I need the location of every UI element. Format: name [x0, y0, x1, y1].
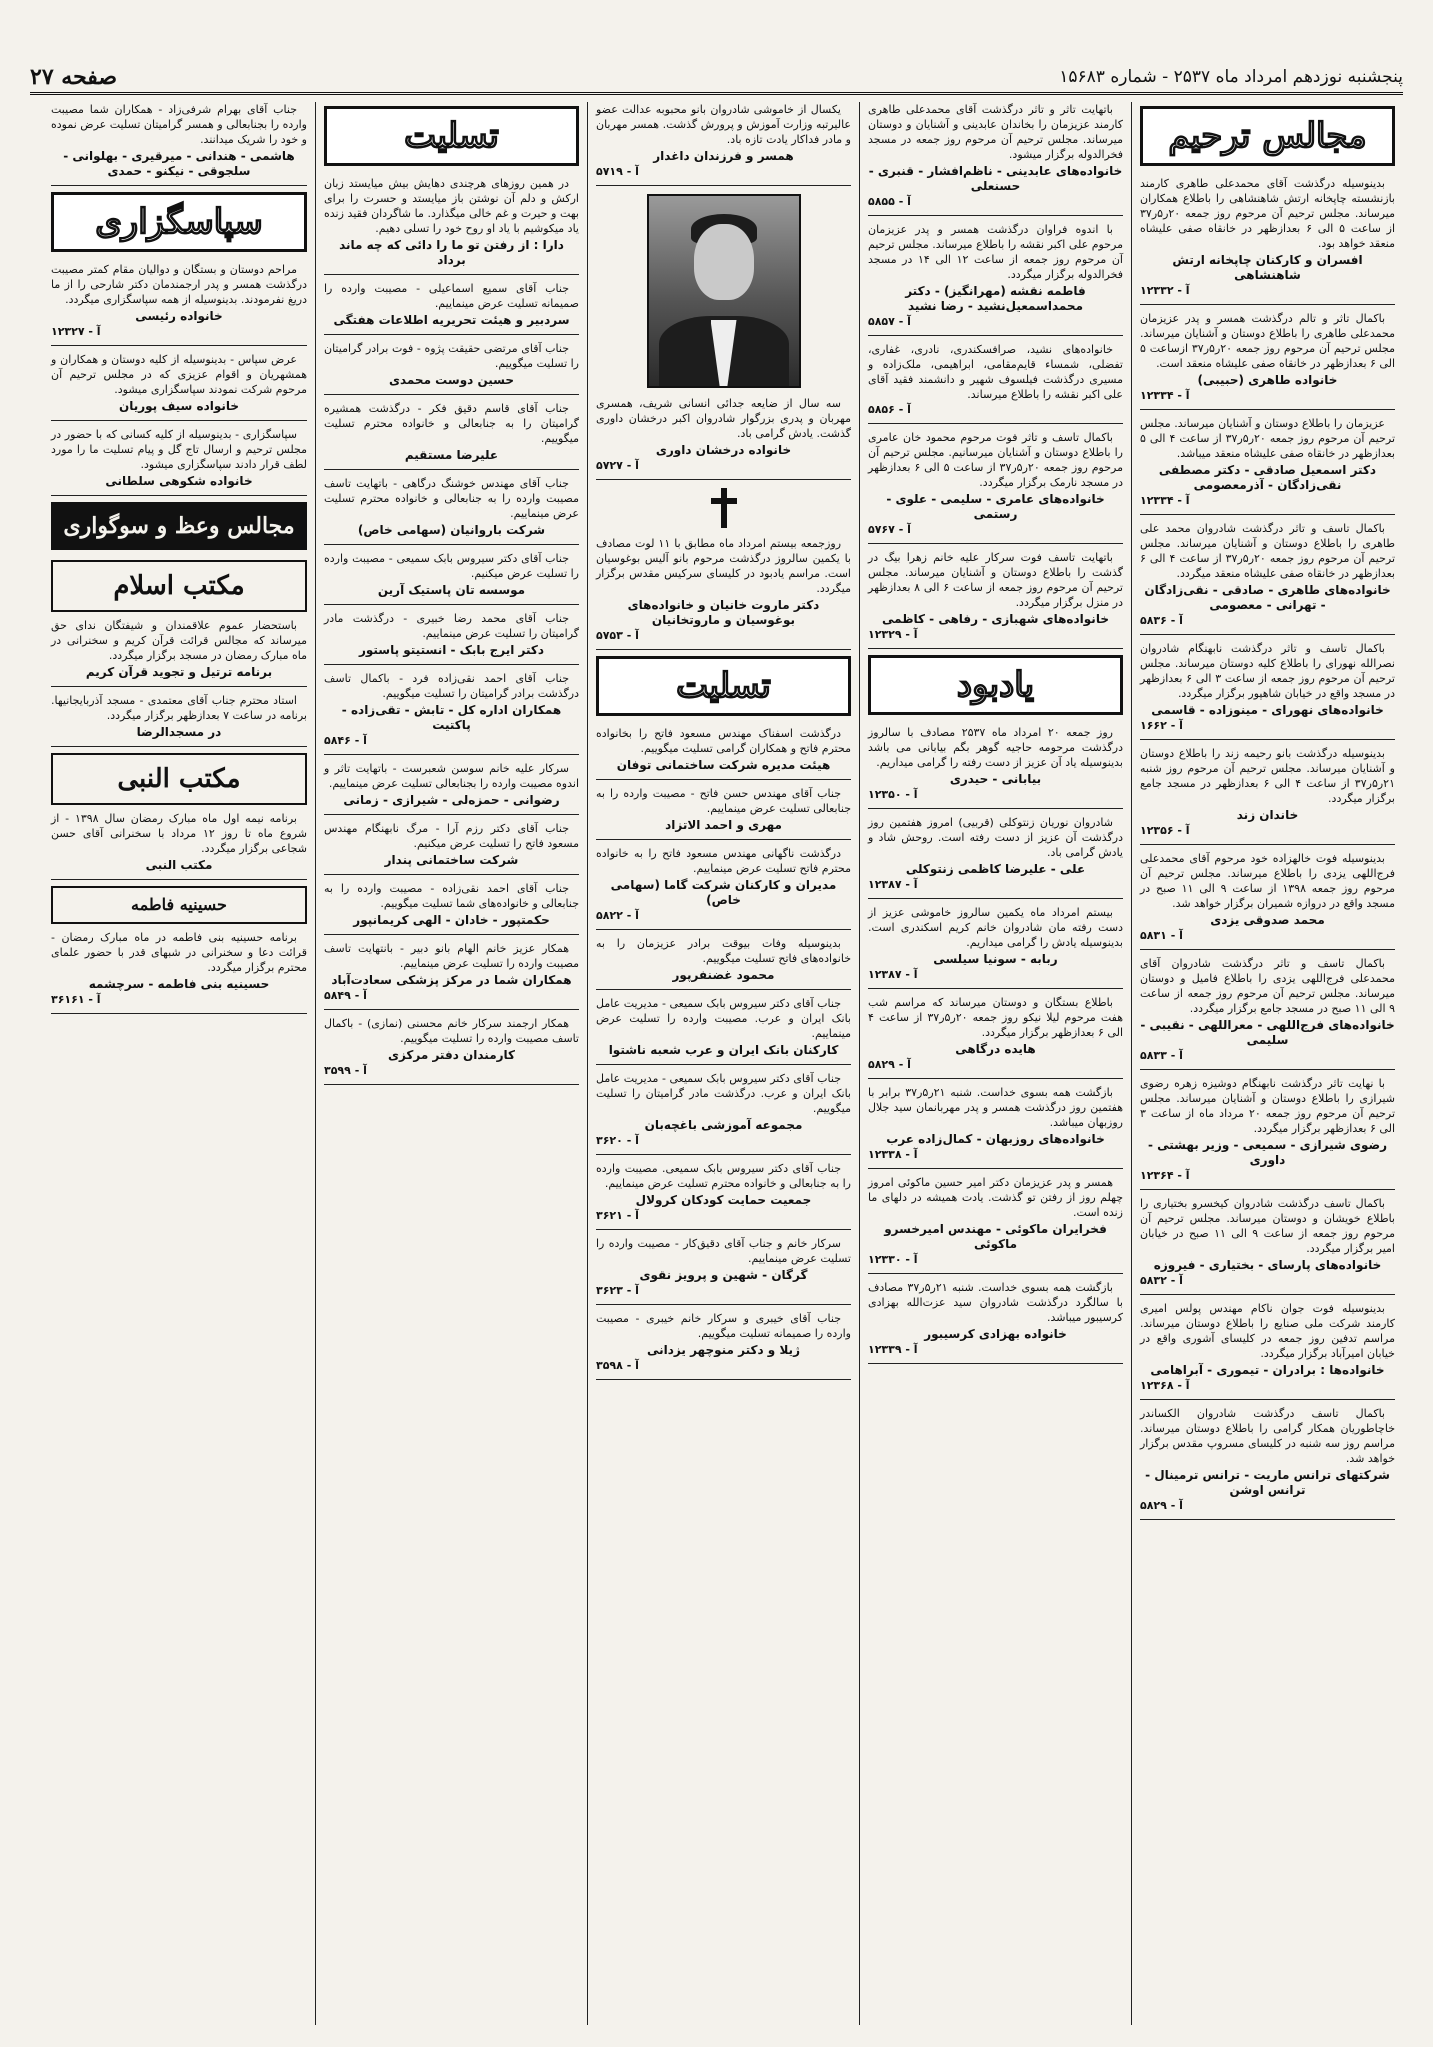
column-2: [859, 102, 1131, 2025]
notice-divider: [51, 495, 307, 496]
notice-divider: [324, 754, 579, 755]
notice-signature: کارمندان دفتر مرکزی: [387, 1048, 516, 1062]
notice-item: [868, 1175, 1123, 1274]
notice-code: آ - ۱۲۳۳۴: [1140, 494, 1190, 507]
notice-signature: حسین دوست محمدی: [388, 373, 515, 387]
notice-signature: محمد صدوقی یزدی: [1210, 913, 1325, 927]
notice-divider: [324, 274, 579, 275]
notice-divider: [51, 185, 307, 186]
notice-signature: خانواده‌های روزبهان - کمال‌زاده عرب: [886, 1132, 1105, 1146]
notice-signature: همکاران شما در مرکز پزشکی سعادت‌آباد: [331, 973, 572, 987]
notice-signature: خاندان زند: [1236, 808, 1299, 822]
notice-signature: خانواده شکوهی سلطانی: [105, 474, 253, 488]
notice-body: با نهایت تاثر درگذشت نابهنگام دوشیزه زهره رضوی شیرازی را باطلاع دوستان و آشنایان میرساند. مجلس ترحیم آن مرحوم روز جمعه ۲۰ مرداد ماه از ساعت ۳ الی ۶ بعدازظهر برگزار میگردد.: [1140, 1077, 1395, 1135]
notice-divider: [868, 1273, 1123, 1274]
notice-body: سرکار خانم و جناب آقای دقیق‌کار - مصیبت وارده را تسلیت عرض مینماییم.: [596, 1237, 851, 1265]
notice-body: همسر و پدر عزیزمان دکتر امیر حسین ماکوئی امروز چهلم روز از رفتن تو گذشت. یادت همیشه در دلهای ما زنده است.: [868, 1176, 1123, 1219]
notice-divider: [324, 469, 579, 470]
notice-item: [324, 551, 579, 605]
notice-signature: خانواده‌ها : برادران - تیموری - آبراهامی: [1150, 1363, 1385, 1377]
notice-item: [51, 262, 307, 346]
col3-notices-b: [596, 396, 851, 480]
notice-divider: [596, 989, 851, 990]
notice-code: آ - ۳۵۹۸: [596, 1359, 639, 1372]
notice-item: [868, 430, 1123, 544]
notice-item: [324, 821, 579, 875]
notice-body: در همین روزهای هرچندی دهایش بیش میایستد زبان ارکش و دلم آن نوشتن باز میایستد و حسرت را برای بهت و حیرت و غم خالی میگذارد. ما شاگردان فقید زنده یاد میکوشیم با یاد او روح خود را تسلی دهیم.: [324, 177, 579, 235]
notice-item: [596, 1236, 851, 1305]
notice-body: روز جمعه ۲۰ امرداد ماه ۲۵۳۷ مصادف با سالروز درگذشت مرحومه حاجیه گوهر بگم بیابانی می باشد بدینوسیله یاد آن عزیز از دست رفته را گرامی میداریم.: [868, 726, 1123, 769]
date-line: پنجشنبه نوزدهم امرداد ماه ۲۵۳۷ - شماره ۱۵۶۸۳: [1059, 67, 1403, 87]
maktab-nabi-title: مکتب النبی: [51, 753, 307, 805]
notice-item: [51, 693, 307, 747]
notice-body: باستحضار عموم علاقمندان و شیفتگان ندای حق میرساند که مجالس قرائت قرآن کریم و سخنرانی در ماه مبارک رمضان در مسجد برگزار میگردد.: [51, 619, 307, 662]
notice-code: آ - ۳۶۲۰: [596, 1134, 639, 1147]
column-3: [587, 102, 859, 2025]
notice-signature: خانواده سیف پوریان: [118, 399, 240, 413]
notice-body: برنامه نیمه اول ماه مبارک رمضان سال ۱۳۹۸ - از شروع ماه تا روز ۱۲ مرداد با سخنرانی آقای حسن شجاعی برگزار میگردد.: [51, 812, 307, 855]
banner-majales-tarhim: مجالس ترحیم: [1140, 106, 1395, 166]
notice-body: جناب آقای احمد نقی‌زاده فرد - باکمال تاسف درگذشت برادر گرامیتان را تسلیت میگوییم.: [324, 672, 579, 700]
notice-divider: [51, 686, 307, 687]
notice-signature: دارا : از رفتن تو ما را دائی که چه ماند برداد: [339, 238, 564, 267]
notice-body: جناب آقای قاسم دقیق فکر - درگذشت همشیره گرامیتان را به جنابعالی و خانواده محترم تسلیت میگوییم.: [324, 402, 579, 445]
notice-item: [324, 176, 579, 275]
notice-signature: در مسجدالرضا: [136, 725, 222, 739]
notice-divider: [596, 649, 851, 650]
column-4: [315, 102, 587, 2025]
banner-yadbud: یادبود: [868, 655, 1123, 715]
notice-divider: [1140, 739, 1395, 740]
notice-body: باطلاع بستگان و دوستان میرساند که مراسم شب هفت مرحوم لیلا نیکو روز جمعه ۲۰ر۵ر۳۷ از ساعت ۴ الی ۶ بعدازظهر برگزار میگردد.: [868, 996, 1123, 1039]
notice-body: جناب آقای مهندس خوشنگ درگاهی - باتهایت تاسف مصیبت وارده را به جنابعالی و خانواده محترم تسلیت عرض مینماییم.: [324, 477, 579, 520]
notice-code: آ - ۳۵۹۹: [324, 1064, 367, 1077]
notice-item: [868, 725, 1123, 809]
notice-divider: [51, 1013, 307, 1014]
notice-item: [324, 476, 579, 545]
notice-body: عزیزمان را باطلاع دوستان و آشنایان میرساند. مجلس ترحیم آن مرحوم روز جمعه ۲۰ر۵ر۳۷ از ساعت ۴ الی ۵ بعدازظهر در خانقاه صفی علیشاه منعقد میباشد.: [1140, 417, 1395, 460]
notice-divider: [596, 1154, 851, 1155]
banner-taslit-2: تسلیت: [596, 656, 851, 716]
notice-code: آ - ۵۸۲۹: [1140, 1499, 1183, 1512]
notice-body: جناب آقای احمد نقی‌زاده - مصیبت وارده را به جنابعالی و خانواده‌های شما تسلیت میگوییم.: [324, 882, 579, 910]
page-number: صفحه ۲۷: [30, 64, 118, 90]
notice-body: جناب آقای دکتر سیروس بابک سمیعی - مصیبت وارده را تسلیت عرض میکنیم.: [324, 552, 579, 580]
notice-divider: [1140, 514, 1395, 515]
notice-code: آ - ۵۸۲۲: [596, 909, 639, 922]
notice-signature: شرکتهای ترانس ماریت - ترانس ترمینال - ترانس اوشن: [1145, 1468, 1390, 1497]
notice-item: [324, 671, 579, 755]
columns: [30, 102, 1403, 2025]
notice-signature: دکتر ماروت خانیان و خانواده‌های بوغوسیان و ماروتخانیان: [627, 598, 820, 627]
notice-item: [51, 618, 307, 687]
notice-item: [1140, 1301, 1395, 1400]
notice-divider: [868, 898, 1123, 899]
notice-item: [596, 936, 851, 990]
notice-item: [324, 401, 579, 470]
notice-divider: [868, 215, 1123, 216]
notice-code: آ - ۵۸۴۹: [324, 989, 367, 1002]
col4-notices: [324, 176, 579, 1085]
notice-signature: شرکت باروانیان (سهامی خاص): [357, 523, 546, 537]
notice-item: [1140, 641, 1395, 740]
notice-signature: گرگان - شهین و پرویز نقوی: [639, 1268, 808, 1282]
column-5: [43, 102, 315, 2025]
notice-item: [596, 1311, 851, 1380]
notice-divider: [596, 929, 851, 930]
notice-body: جناب آقای مرتضی حقیقت پژوه - فوت برادر گرامیتان را تسلیت میگوییم.: [324, 342, 579, 370]
notice-item: [868, 342, 1123, 424]
notice-divider: [1140, 844, 1395, 845]
notice-body: جناب آقای بهرام شرفی‌زاد - همکاران شما مصیبت وارده را بجنابعالی و همسر گرامیتان تسلیت عرض نموده و خود را شریک میدانند.: [51, 103, 307, 146]
notice-body: بدینوسیله فوت جوان ناکام مهندس پولس امیری کارمند شرکت ملی صنایع را باطلاع دوستان میرساند. مراسم تدفین روز جمعه در کلیسای آشوری واقع در خیابان امیرآباد برگزار میگردد.: [1140, 1302, 1395, 1360]
notice-body: خانواده‌های نشید، صرافسکندری، نادری، غفاری، تفضلی، شمساء قایم‌مقامی، ابراهیمی، ملک‌زاده و مسیری درگذشت فیلسوف شهیر و دانشمند فقید آقای علی اکبر نقشه را باطلاع میرساند.: [868, 343, 1123, 401]
column-1: [1131, 102, 1403, 2025]
notice-divider: [596, 1229, 851, 1230]
notice-body: جناب آقای خیبری و سرکار خانم خیبری - مصیبت وارده را صمیمانه تسلیت میگوییم.: [596, 1312, 851, 1340]
notice-code: آ - ۱۲۳۳۴: [1140, 389, 1190, 402]
notice-divider: [1140, 1069, 1395, 1070]
notice-item: [51, 427, 307, 496]
notice-code: آ - ۵۸۵۶: [868, 403, 911, 416]
notice-divider: [324, 934, 579, 935]
notice-divider: [868, 1078, 1123, 1079]
notice-code: آ - ۵۸۳۳: [1140, 1049, 1183, 1062]
notice-item: [324, 1016, 579, 1085]
col5-notices-d: [51, 811, 307, 880]
notice-signature: مدیران و کارکنان شرکت گاما (سهامی خاص): [610, 878, 837, 907]
notice-item: [868, 1280, 1123, 1364]
notice-code: آ - ۱۶۶۲: [1140, 719, 1183, 732]
notice-signature: مهری و احمد الاتزاد: [665, 818, 782, 832]
notice-item: [1140, 1196, 1395, 1295]
notice-code: آ - ۵۸۵۵: [868, 195, 911, 208]
notice-body: بدینوسیله درگذشت آقای محمدعلی طاهری کارمند بازنشسته چاپخانه ارتش شاهنشاهی را باطلاع همکاران میرساند. مجلس ترحیم آن مرحوم روز جمعه ۲۰ر۵ر۳۷ از ساعت ۵ الی ۶ بعدازظهر در خانقاه صفی علیشاه منعقد خواهد بود.: [1140, 177, 1396, 250]
notice-code: آ - ۱۲۳۶۴: [1140, 1169, 1190, 1182]
notice-code: آ - ۱۲۳۳۲: [1140, 284, 1190, 297]
notice-signature: علیرضا مستقیم: [404, 448, 499, 462]
notice-item: [596, 786, 851, 840]
notice-divider: [324, 394, 579, 395]
notice-signature: بیابانی - حیدری: [949, 772, 1042, 786]
notice-divider: [596, 1379, 851, 1380]
notice-divider: [596, 185, 851, 186]
notice-divider: [324, 874, 579, 875]
notice-item: [324, 281, 579, 335]
notice-signature: همسر و فرزندان داغدار: [653, 149, 794, 163]
banner-sepasgozari: سپاسگزاری: [51, 192, 307, 252]
notice-divider: [596, 839, 851, 840]
notice-item: [868, 222, 1123, 336]
notice-divider: [1140, 409, 1395, 410]
notice-body: شادروان نوریان زنتوکلی (قربیی) امروز هفتمین روز درگذشت آن عزیز از دست رفته است. روحش شاد و یادش گرامی باد.: [868, 816, 1123, 859]
notice-item: [51, 352, 307, 421]
notice-code: آ - ۱۲۳۸۷: [868, 968, 918, 981]
notice-signature: مکتب النبی: [145, 858, 213, 872]
col2-notices-a: [868, 102, 1123, 649]
banner-vaz-sogvari: مجالس وعظ و سوگواری: [51, 502, 307, 550]
notice-signature: ربابه - سونیا سیلسی: [933, 952, 1058, 966]
notice-divider: [596, 1304, 851, 1305]
notice-signature: حسینیه بنی فاطمه - سرچشمه: [88, 977, 270, 991]
notice-divider: [1140, 1189, 1395, 1190]
notice-body: باکمال تاسف درگذشت شادروان کیخسرو بختیاری را باطلاع خویشان و دوستان میرساند. مجلس ترحیم آن مرحوم روز جمعه از ساعت ۹ الی ۱۱ صبح در خیابان امیر برگزار میگردد.: [1140, 1197, 1395, 1255]
notice-signature: هایده درگاهی: [955, 1042, 1036, 1056]
notice-signature: مجموعه آموزشی باغچه‌بان: [644, 1118, 803, 1132]
notice-signature: ژیلا و دکتر منوچهر یزدانی: [647, 1343, 800, 1357]
notice-code: آ - ۱۲۳۳۰: [868, 1253, 918, 1266]
notice-item: [1140, 851, 1395, 950]
notice-signature: خانواده رئیسی: [135, 309, 223, 323]
notice-signature: خانواده‌های عابدینی - ناظم‌افشار - قنبری - حسنعلی: [868, 164, 1123, 193]
notice-body: جناب آقای سمیع اسماعیلی - مصیبت وارده را صمیمانه تسلیت عرض مینماییم.: [324, 282, 579, 310]
notice-body: باتهایت تاسف فوت سرکار علیه خانم زهرا بیگ در گذشت را باطلاع دوستان و آشنایان میرساند. مجلس ترحیم آن مرحوم روز جمعه از ساعت ۶ الی ۸ بعدازظهر در منزل برگزار میگردد.: [868, 551, 1123, 609]
notice-divider: [324, 814, 579, 815]
notice-signature: برنامه ترتیل و تجوید قرآن کریم: [85, 665, 273, 679]
notice-body: درگذشت ناگهانی مهندس مسعود فاتح را به خانواده محترم فاتح تسلیت عرض مینماییم.: [596, 847, 851, 875]
notice-body: بازگشت همه بسوی خداست. شنبه ۲۱ر۵ر۳۷ مصادف با سالگرد درگذشت شادروان سید عزت‌الله بهزادی کرسیبور میباشد.: [868, 1281, 1123, 1324]
notice-item: [868, 1085, 1123, 1169]
notice-body: جناب آقای دکتر سیروس بابک سمیعی - مدیریت عامل بانک ایران و عرب. مصیبت وارده را تسلیت عرض مینماییم.: [596, 997, 851, 1040]
notice-signature: هیئت مدیره شرکت ساختمانی توفان: [616, 758, 831, 772]
notice-item: [868, 905, 1123, 989]
notice-divider: [51, 879, 307, 880]
notice-divider: [1140, 1294, 1395, 1295]
notice-code: آ - ۱۲۳۵۰: [868, 788, 918, 801]
notice-item: [324, 611, 579, 665]
notice-signature: خانواده طاهری (حبیبی): [1197, 373, 1338, 387]
notice-divider: [596, 1064, 851, 1065]
notice-body: برنامه حسینیه بنی فاطمه در ماه مبارک رمضان - قرائت دعا و سخنرانی در شبهای قدر با حضور علمای محترم برگزار میگردد.: [51, 931, 307, 974]
banner-taslit-1: تسلیت: [324, 106, 579, 166]
notice-divider: [324, 1084, 579, 1085]
notice-body: همکار ارجمند سرکار خانم محسنی (نمازی) - باکمال تاسف مصیبت وارده را تسلیت میگوییم.: [324, 1017, 579, 1045]
notice-code: آ - ۵۸۳۱: [1140, 929, 1183, 942]
notice-body: عرض سپاس - بدینوسیله از کلیه دوستان و همکاران و همشهریان و اقوام عزیزی که در مجلس ترحیم آن مرحوم شرکت نمودند سپاسگزاری میشود.: [51, 353, 307, 396]
notice-code: آ - ۵۷۲۷: [596, 459, 639, 472]
notice-divider: [596, 779, 851, 780]
notice-divider: [324, 1009, 579, 1010]
notice-code: آ - ۱۲۳۸۷: [868, 878, 918, 891]
notice-item: [324, 341, 579, 395]
notice-divider: [868, 988, 1123, 989]
col3-notices-c: [596, 536, 851, 650]
notice-divider: [868, 543, 1123, 544]
maktab-eslam-title: مکتب اسلام: [51, 560, 307, 612]
notice-item: [51, 811, 307, 880]
notice-signature: فاطمه نقشه (مهرانگیز) - دکتر محمداسمعیل‌نشید - رضا نشید: [905, 284, 1086, 313]
notice-signature: فخرایران ماکوئی - مهندس امیرخسرو ماکوئی: [884, 1222, 1107, 1251]
notice-item: [1140, 746, 1395, 845]
notice-body: جناب آقای دکتر رزم آرا - مرگ نابهنگام مهندس مسعود فاتح را تسلیت عرض میکنیم.: [324, 822, 579, 850]
notice-signature: خانواده‌های طاهری - صادقی - نقی‌زادگان - تهرانی - معصومی: [1144, 583, 1391, 612]
notice-divider: [1140, 304, 1395, 305]
notice-signature: سردبیر و هیئت تحریریه اطلاعات هفتگی: [333, 313, 570, 327]
notice-item: [868, 102, 1123, 216]
notice-signature: خانواده‌های عامری - سلیمی - علوی - رستمی: [886, 492, 1105, 521]
notice-body: همکار عزیز خانم الهام بانو دبیر - بانتهایت تاسف مصیبت وارده را تسلیت عرض مینماییم.: [324, 942, 579, 970]
notice-body: جناب آقای محمد رضا خبیری - درگذشت مادر گرامیتان را تسلیت عرض مینماییم.: [324, 612, 579, 640]
notice-code: آ - ۵۸۳۶: [1140, 614, 1183, 627]
notice-code: آ - ۳۶۲۱: [596, 1209, 639, 1222]
col5-notices-b: [51, 262, 307, 496]
notice-item: [1140, 956, 1395, 1070]
notice-item: [324, 881, 579, 935]
notice-code: آ - ۳۶۱۶۱: [51, 993, 101, 1006]
notice-body: بدینوسیله فوت خالهزاده خود مرحوم آقای محمدعلی فرج‌اللهی یزدی را باطلاع میرساند. مجلس ترحیم آن مرحوم روز جمعه ۱۳۹۸ از ساعت ۹ الی ۱۱ صبح در مسجد واقع در دروازه شمیران برگزار خواهد شد.: [1140, 852, 1395, 910]
notice-divider: [868, 648, 1123, 649]
notice-item: [596, 536, 851, 650]
notice-body: باکمال تاسف درگذشت شادروان الکساندر خاچاطوریان همکار گرامی را باطلاع دوستان میرساند. مراسم روز سه شنبه در کلیسای مسروپ مقدس برگزار خواهد شد.: [1140, 1407, 1395, 1465]
notice-signature: جمعیت حمایت کودکان کرولال: [635, 1193, 812, 1207]
notice-body: باکمال تاسف و تاثر درگذشت شادروان آقای محمدعلی فرج‌اللهی یزدی را باطلاع فامیل و دوستان میرساند. مجلس ترحیم آن مرحوم روز جمعه از ساعت ۹ الی ۱۱ صبح در مسجد جامع برگزار میگردد.: [1140, 957, 1395, 1015]
notice-divider: [1140, 949, 1395, 950]
notice-signature: کارکنان بانک ایران و عرب شعبه ناشتوا: [608, 1043, 839, 1057]
notice-body: باکمال تاسف و تاثر درگذشت نابهنگام شادروان نصرالله نهورای را باطلاع کلیه دوستان میرساند. مجلس ترحیم آن مرحوم روز جمعه از ساعت ۳ الی ۶ بعدازظهر در مسجد واقع در خیابان شاهپور برگزار میگردد.: [1140, 642, 1395, 700]
notice-item: [596, 102, 851, 186]
col2-notices-b: [868, 725, 1123, 1364]
notice-divider: [51, 420, 307, 421]
notice-signature: افسران و کارکنان چاپخانه ارتش شاهنشاهی: [1172, 253, 1363, 282]
notice-item: [596, 1071, 851, 1155]
notice-divider: [868, 423, 1123, 424]
notice-item: [1140, 521, 1395, 635]
notice-code: آ - ۵۸۴۶: [324, 734, 367, 747]
notice-code: آ - ۵۷۱۹: [596, 165, 639, 178]
notice-divider: [1140, 634, 1395, 635]
notice-signature: رضوی شیرازی - سمیعی - وزیر بهشتی - داوری: [1147, 1138, 1388, 1167]
notice-item: [868, 995, 1123, 1079]
page-header: [30, 62, 1403, 95]
notice-item: [1140, 176, 1395, 305]
hosseinieh-title: حسینیه فاطمه: [51, 886, 307, 924]
notice-body: با اندوه فراوان درگذشت همسر و پدر عزیزمان مرحوم علی اکبر نقشه را باطلاع میرساند. مجلس ترحیم آن مرحوم روز جمعه از ساعت ۱۲ الی ۱۴ در مسجد فخرالدوله برگزار میگردد.: [868, 223, 1123, 281]
notice-divider: [1140, 1519, 1395, 1520]
notice-item: [868, 550, 1123, 649]
notice-item: [1140, 1076, 1395, 1190]
notice-code: آ - ۳۶۲۳: [596, 1284, 639, 1297]
notice-divider: [868, 1168, 1123, 1169]
notice-item: [596, 996, 851, 1065]
notice-divider: [51, 345, 307, 346]
notice-body: یکسال از خاموشی شادروان بانو محبوبه عدالت عضو عالیرتبه وزارت آموزش و پرورش گذشت. همسر مهربان و مادر فداکار یادت تازه باد.: [596, 103, 851, 146]
notice-signature: هاشمی - هندانی - میرقیری - بهلوانی - سلجوقی - نیکنو - حمدی: [63, 149, 295, 178]
notice-body: مراحم دوستان و بستگان و دوالیان مقام کمتر مصیبت درگذشت همسر و پدر ارجمندمان دکتر شارحی را از ما دریغ نفرمودند. بدینوسیله از همه سپاسگزاری میگردد.: [51, 263, 307, 306]
notice-divider: [868, 1363, 1123, 1364]
notice-item: [1140, 416, 1395, 515]
notice-signature: رضوانی - حمزه‌لی - شیرازی - زمانی: [343, 793, 560, 807]
notice-signature: دکتر ایرج بابک - انستیتو پاستور: [358, 643, 545, 657]
notice-divider: [324, 544, 579, 545]
notice-code: آ - ۵۸۵۷: [868, 315, 911, 328]
portrait-photo: [647, 194, 801, 388]
notice-body: استاد محترم جناب آقای معتمدی - مسجد آذربایجانیها. برنامه در ساعت ۷ بعدازظهر برگزار میگردد.: [51, 694, 307, 722]
notice-item: [51, 102, 307, 186]
notice-divider: [868, 335, 1123, 336]
notice-item: [596, 1161, 851, 1230]
notice-body: بدینوسیله وفات بیوقت برادر عزیزمان را به خانواده‌های فاتح تسلیت میگوییم.: [596, 937, 851, 965]
notice-signature: خانواده‌های پارسای - بختیاری - فیروزه: [1153, 1258, 1382, 1272]
notice-item: [868, 815, 1123, 899]
notice-divider: [324, 664, 579, 665]
notice-signature: محمود غضنفرپور: [672, 968, 775, 982]
notice-code: آ - ۱۲۳۶۸: [1140, 1379, 1190, 1392]
notice-body: بدینوسیله درگذشت بانو رحیمه زند را باطلاع دوستان و آشنایان میرساند. مجلس ترحیم آن مرحوم روز شنبه ۲۱ر۵ر۳۷ از ساعت ۴ الی ۶ بعدازظهر در مسجد جامع برگزار میگردد.: [1140, 747, 1395, 805]
col3-notices-d: [596, 726, 851, 1380]
col5-notices-a: [51, 102, 307, 186]
notice-body: سه سال از ضایعه جدائی انسانی شریف، همسری مهربان و پدری بزرگوار شادروان اکبر درخشان داوری گذشت. یادش گرامی باد.: [596, 397, 851, 440]
notice-body: بیستم امرداد ماه یکمین سالروز خاموشی عزیز از دست رفته مان شادروان خانم کریم اسکندری است. بدینوسیله یادش را گرامی میداریم.: [868, 906, 1123, 949]
notice-body: روزجمعه بیستم امرداد ماه مطابق با ۱۱ لوت مصادف با یکمین سالروز درگذشت مرحوم بانو آلیس بوغوسیان است. مراسم یادبود در کلیسای سرکیس مقدس برگزار میگردد.: [596, 537, 851, 595]
notice-code: آ - ۵۷۶۷: [868, 523, 911, 536]
notice-code: آ - ۵۷۵۳: [596, 629, 639, 642]
notice-signature: خانواده‌های شهبازی - رفاهی - کاظمی: [882, 612, 1109, 626]
notice-body: سرکار علیه خانم سوسن شعبرست - باتهایت تاثر و اندوه مصیبت وارده را بجنابعالی تسلیت عرض مینماییم.: [324, 762, 579, 790]
notice-code: آ - ۵۸۲۹: [868, 1058, 911, 1071]
notice-item: [596, 726, 851, 780]
notice-signature: علی - علیرضا کاظمی زنتوکلی: [905, 862, 1086, 876]
col1-notices: [1140, 176, 1395, 1520]
notice-body: باکمال تاسف و تاثر فوت مرحوم محمود خان عامری را باطلاع دوستان و آشنایان میرسانیم. مجلس ترحیم آن مرحوم روز جمعه ۲۰ر۵ر۳۷ از ساعت ۵ الی ۶ بعدازظهر در مسجد نارمک برگزار میگردد.: [868, 431, 1123, 489]
col5-notices-e: [51, 930, 307, 1014]
notice-body: درگذشت اسفناک مهندس مسعود فاتح را بخانواده محترم فاتح و همکاران گرامی تسلیت میگوییم.: [596, 727, 851, 755]
notice-code: آ - ۱۲۳۳۸: [868, 1148, 918, 1161]
notice-divider: [324, 604, 579, 605]
notice-divider: [51, 746, 307, 747]
notice-signature: شرکت ساختمانی پندار: [384, 853, 519, 867]
portrait-face: [694, 224, 754, 300]
notice-item: [324, 761, 579, 815]
col5-notices-c: [51, 618, 307, 747]
notice-signature: خانواده‌های فرج‌اللهی - معراللهی - نقیبی - سلیمی: [1140, 1018, 1395, 1047]
notice-code: آ - ۱۲۳۲۹: [868, 628, 918, 641]
notice-body: بازگشت همه بسوی خداست. شنبه ۲۱ر۵ر۳۷ برابر با هفتمین روز درگذشت همسر و پدر مهربانمان سید جلال روزبهان میباشد.: [868, 1086, 1123, 1129]
notice-code: آ - ۱۲۳۲۷: [51, 325, 101, 338]
notice-divider: [324, 334, 579, 335]
notice-signature: خانواده درخشان داوری: [655, 443, 792, 457]
notice-item: [596, 396, 851, 480]
col3-notices-a: [596, 102, 851, 186]
notice-body: جناب آقای مهندس حسن فاتح - مصیبت وارده را به جنابعالی تسلیت عرض مینماییم.: [596, 787, 851, 815]
notice-code: آ - ۵۸۳۲: [1140, 1274, 1183, 1287]
notice-body: باکمال تاثر و تالم درگذشت همسر و پدر عزیزمان محمدعلی طاهری را باطلاع دوستان و آشنایان میرساند. مجلس ترحیم آن مرحوم روز جمعه ۲۰ر۵ر۳۷ ازساعت ۵ الی ۶ بعدازظهر در خانقاه صفی علیشاه منعقد است.: [1140, 312, 1395, 370]
notice-divider: [868, 808, 1123, 809]
notice-signature: خانواده بهزادی کرسیبور: [924, 1327, 1067, 1341]
notice-signature: خانواده‌های نهورای - مینوزاده - قاسمی: [1151, 703, 1384, 717]
notice-code: آ - ۱۲۳۵۶: [1140, 824, 1190, 837]
notice-body: جناب آقای دکتر سیروس بابک سمیعی. مصیبت وارده را به جنابعالی و خانواده محترم تسلیت عرض مینماییم.: [596, 1162, 851, 1190]
notice-code: آ - ۱۲۳۳۹: [868, 1343, 918, 1356]
notice-signature: حکمتپور - خادان - الهی کریمانپور: [353, 913, 550, 927]
notice-signature: موسسه تان پاستیک آرین: [377, 583, 526, 597]
notice-signature: دکتر اسمعیل صادقی - دکتر مصطفی نقی‌زادگان - آذرمعصومی: [1158, 463, 1377, 492]
notice-divider: [596, 479, 851, 480]
notice-signature: همکاران اداره کل - تابش - تقی‌زاده - پاکتیت: [341, 703, 562, 732]
notice-item: [596, 846, 851, 930]
notice-body: باکمال تاسف و تاثر درگذشت شادروان محمد علی طاهری را باطلاع دوستان و آشنایان میرساند. مجلس ترحیم آن مرحوم روز جمعه ۲۰ر۵ر۳۷ از ساعت ۴ الی ۶ بعدازظهر در خانقاه صفی علیشاه منعقد میگردد.: [1140, 522, 1395, 580]
notice-body: باتهایت تاثر و تاثر درگذشت آقای محمدعلی طاهری کارمند عزیزمان را بخاندان عابدینی و آشنایان و دوستان میرساند. مجلس ترحیم آن مرحوم روز جمعه در مسجد فخرالدوله برگزار میشود.: [868, 103, 1123, 161]
notice-item: [1140, 1406, 1395, 1520]
notice-item: [51, 930, 307, 1014]
notice-item: [1140, 311, 1395, 410]
cross-icon: [711, 488, 737, 528]
notice-body: سپاسگزاری - بدینوسیله از کلیه کسانی که با حضور در مجلس ترحیم و ارسال تاج گل و پیام تسلیت ما را مورد لطف قرار دادند سپاسگزاری میشود.: [51, 428, 307, 471]
notice-item: [324, 941, 579, 1010]
notice-body: جناب آقای دکتر سیروس بابک سمیعی - مدیریت عامل بانک ایران و عرب. درگذشت مادر گرامیتان را تسلیت میگوییم.: [596, 1072, 851, 1115]
notice-divider: [1140, 1399, 1395, 1400]
